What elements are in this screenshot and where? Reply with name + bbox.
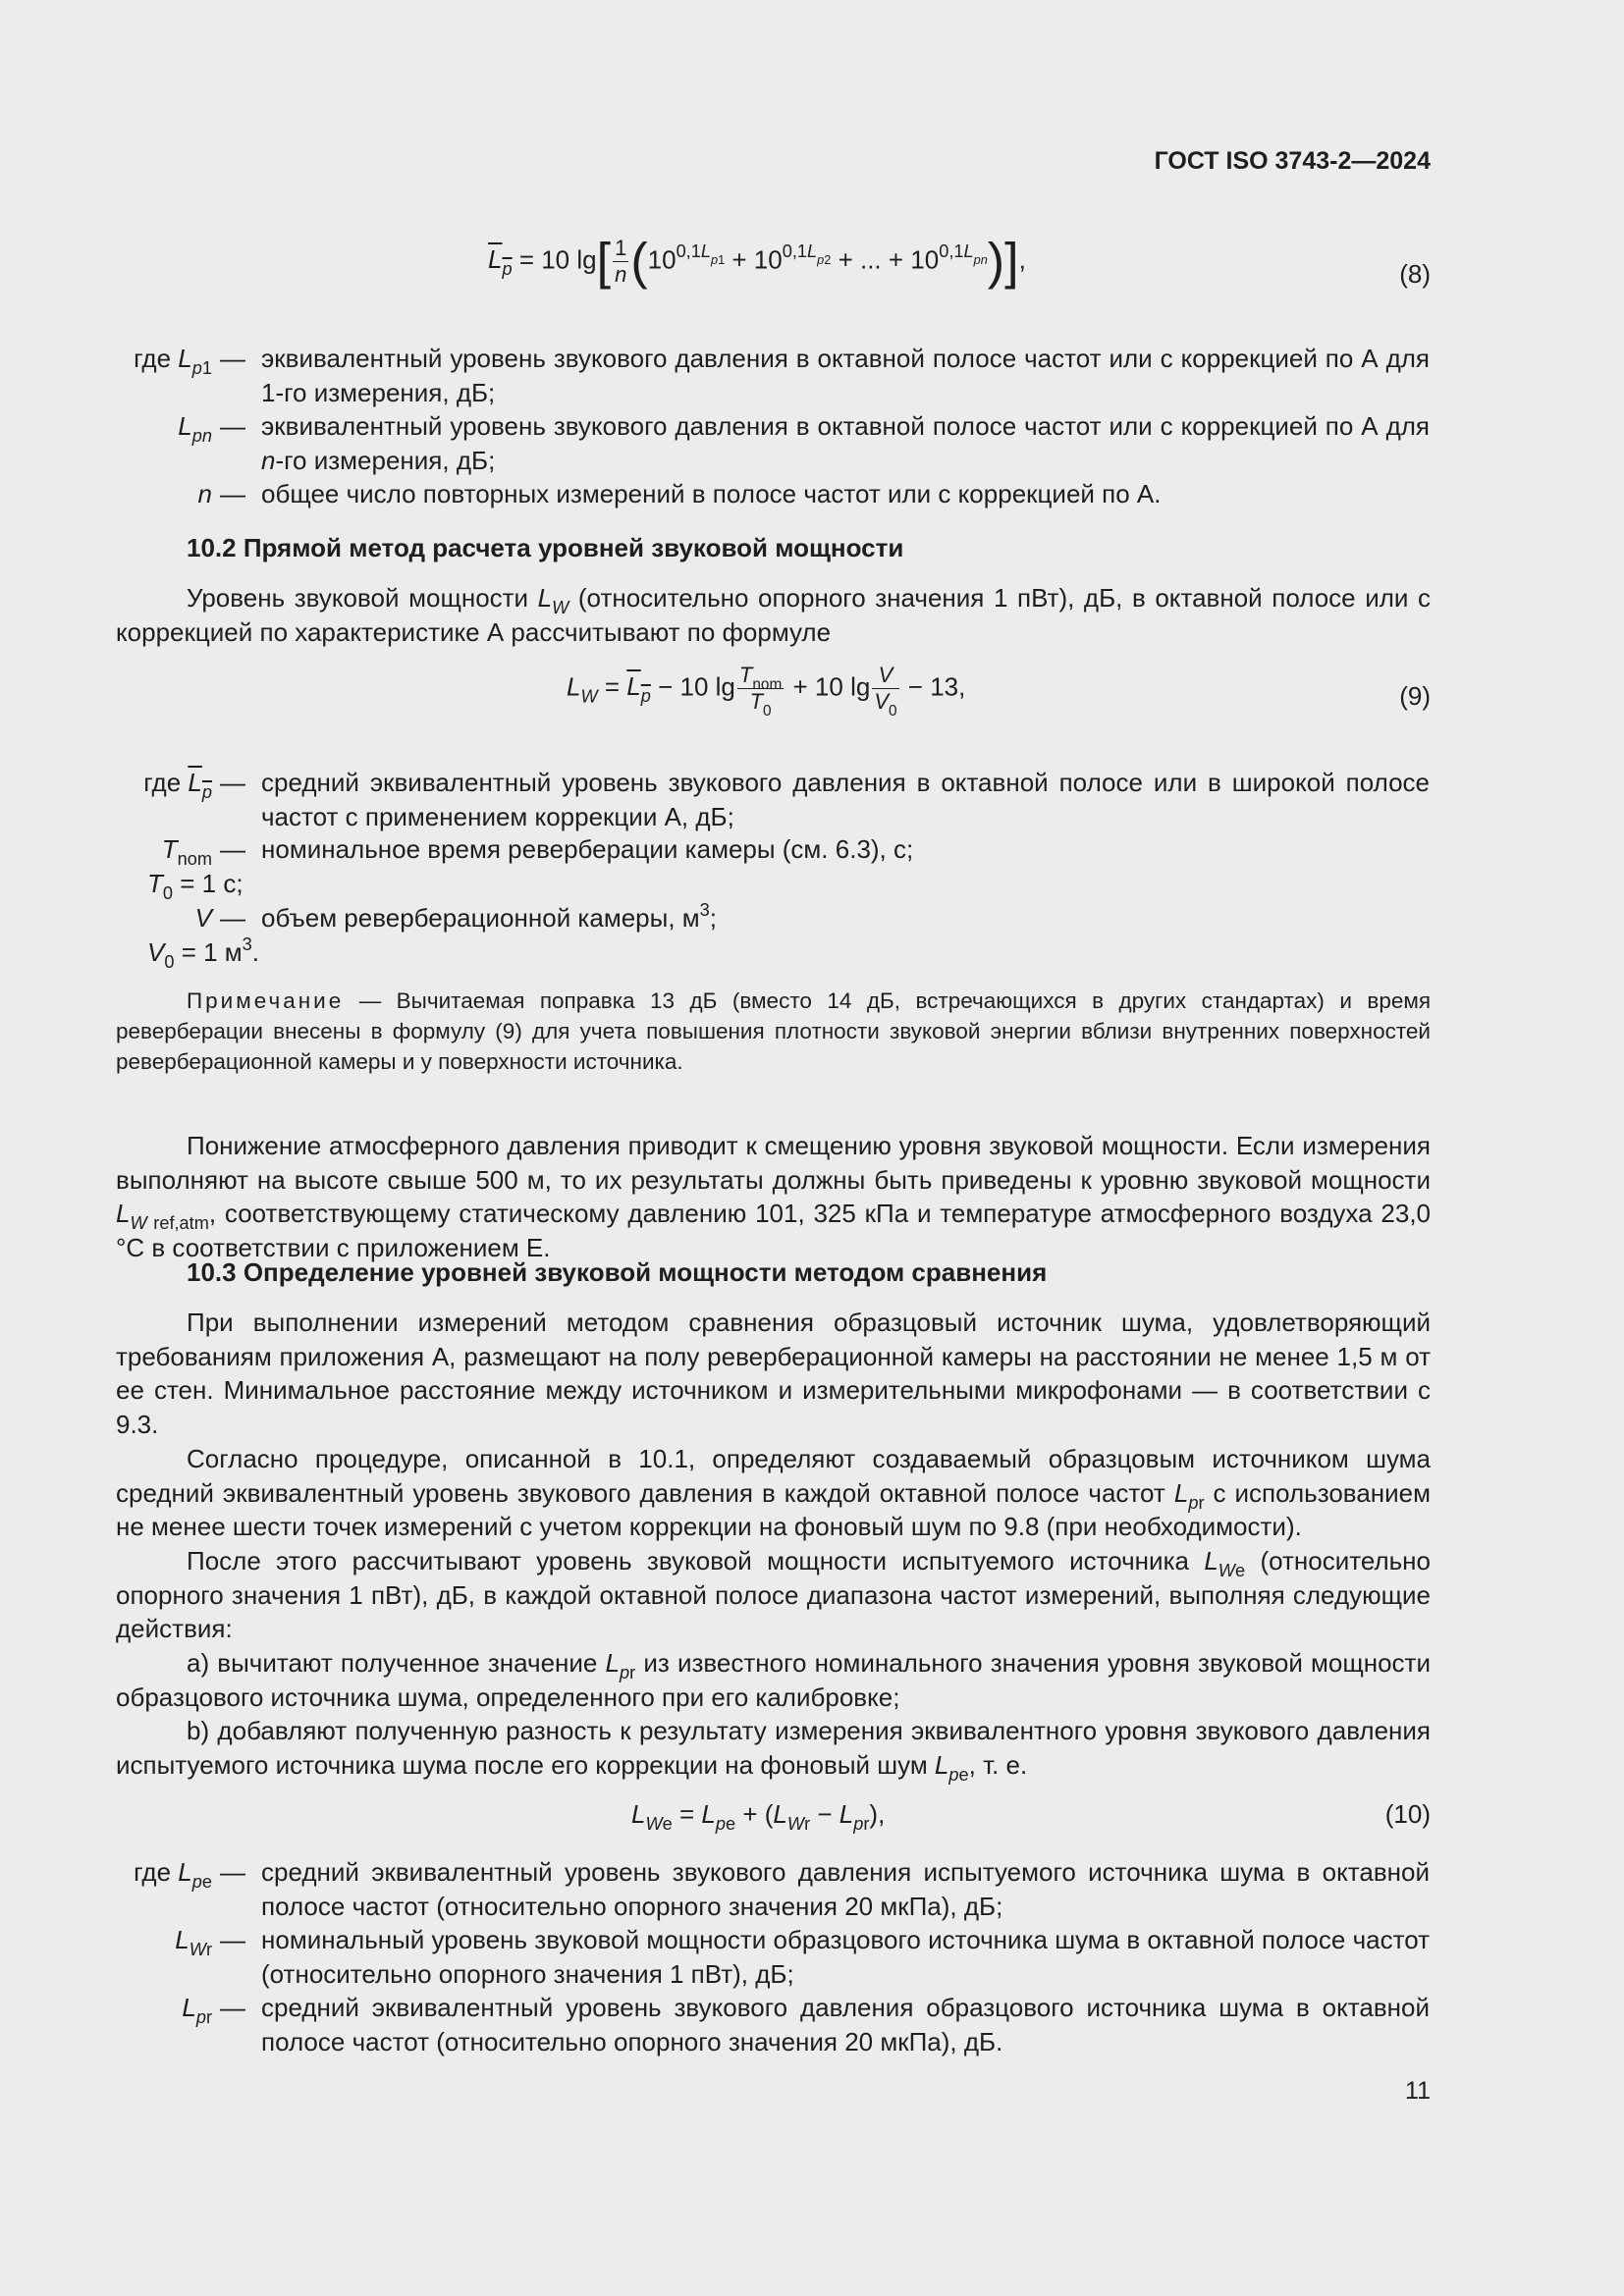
paragraph-atmospheric: Понижение атмосферного давления приводит к смещению уровня звуковой мощности. Если измерения выполняют на высоте свыше 500 м, то их результаты должны быть приведены к уровню звуковой мощности $L_{W ref,atm}$, соответствующему статическому давлению 101, 325 кПа и температуре атмосферного воздуха 23,0 °С в соответствии с приложением Е. (116, 1131, 1431, 1262)
equation-8-number: (8) (1399, 259, 1431, 289)
definition-t0: $T_0 = 1$ с; (147, 869, 244, 903)
list-item-a: a) вычитают полученное значение $L_{pr}$ из известного номинального значения уровня звуковой мощности образцового источника шума, определенного при его калибровке; (116, 1648, 1431, 1712)
equation-10: $L_{We} = L_{pe} + (L_{Wr} - L_{pr})$, (631, 1799, 886, 1834)
paragraph-10-3-2: Согласно процедуре, описанной в 10.1, определяют создаваемый образцовым источником шума средний эквивалентный уровень звукового давления в каждой октавной полосе частот $L_{pr}$ с использованием не менее шести точек измерений с учетом коррекции на фоновый шум по 9.8 (при необходимости). (116, 1444, 1431, 1541)
equation-9-number: (9) (1399, 681, 1431, 711)
paragraph-10-2: Уровень звуковой мощности $L_W$ (относительно опорного значения 1 пВт), дБ, в октавной полосе или с коррекцией по характеристике А рассчитывают по формуле (116, 583, 1432, 647)
document-page: ГОСТ ISO 3743-2—2024 $L_p = 10$ lg[ $\frac{1}{n}$ ($10^{0,1L_{p1}} + 10^{0,1L_{p2}}$ + ... + $10^{0,1L_{pn}}$)], (8) где $L_{p1}$ — эквивалентный уровень звукового давления в октавной полосе частот или с коррекцией по А для 1-го измерения, дБ; $L_{pn}$ — эквивалентный уровень звукового давления в октавной полосе частот или с коррекцией по А для n-го измерения, дБ; n — общее число повторных измерений в полосе частот или с коррекцией по А. 10.2 Прямой метод расчета уровней звуковой мощности Уровень звуковой мощности $L_W$ (относительно опорного значения 1 пВт), дБ, в октавной полосе или с коррекцией по характеристике А рассчитывают по формуле $L_W = L_p - 10$ lg $\frac{T_{nom}}{T_0}$ + 10 lg $\frac{V}{V_0}$ − 13, (9) где $L_p$ — средний эквивалентный уровень звукового давления в октавной полосе или в широкой полосе частот с применением коррекции А, дБ; $T_{nom}$ — номинальное время реверберации камеры (см. 6.3), с; $T_0 = 1$ с; V — объем реверберационной камеры, $м^3$; $V_0 = 1$ $м^3$. Примечание — Вычитаемая поправка 13 дБ (вместо 14 дБ, встречающихся в других стандартах) и время реверберации внесены в формулу (9) для учета повышения плотности звуковой энергии вблизи внутренних поверхностей реверберационной камеры и у поверхности источника. Понижение атмосферного давления приводит к смещению уровня звуковой мощности. Если измерения выполняют на высоте свыше 500 м, то их результаты должны быть приведены к уровню звуковой мощности $L_{W ref,atm}$, соответствующему статическому давлению 101, 325 кПа и температуре атмосферного воздуха 23,0 °С в соответствии с приложением Е. 10.3 Определение уровней звуковой мощности методом сравнения При выполнении измерений методом сравнения образцовый источник шума, удовлетворяющий требованиям приложения А, размещают на полу реверберационной камеры на расстоянии не менее 1,5 м от ее стен. Минимальное расстояние между источником и измерительными микрофонами — в соответствии с 9.3. Согласно процедуре, описанной в 10.1, определяют создаваемый образцовым источником шума средний эквивалентный уровень звукового давления в каждой октавной полосе частот $L_{pr}$ с использованием не менее шести точек измерений с учетом коррекции на фоновый шум по 9.8 (при необходимости). После этого рассчитывают уровень звуковой мощности испытуемого источника $L_{We}$ (относительно опорного значения 1 пВт), дБ, в каждой октавной полосе диапазона частот измерений, выполняя следующие действия: a) вычитают полученное значение $L_{pr}$ из известного номинального значения уровня звуковой мощности образцового источника шума, определенного при его калибровке; b) добавляют полученную разность к результату измерения эквивалентного уровня звукового давления испытуемого источника шума после его коррекции на фоновый шум $L_{pe}$, т. е. $L_{We} = L_{pe} + (L_{Wr} - L_{pr})$, (10) где $L_{pe}$ — средний эквивалентный уровень звукового давления испытуемого источника шума в октавной полосе частот (относительно опорного значения 20 мкПа), дБ; $L_{Wr}$ — номинальный уровень звуковой мощности образцового источника шума в октавной полосе частот (относительно опорного значения 1 пВт), дБ; $L_{pr}$ — средний эквивалентный уровень звукового давления образцового источника шума в октавной полосе частот (относительно опорного значения 20 мкПа), дБ. 11 (116, 147, 1432, 2105)
paragraph-10-3-3: После этого рассчитывают уровень звуковой мощности испытуемого источника $L_{We}$ (относительно опорного значения 1 пВт), дБ, в каждой октавной полосе диапазона частот измерений, выполняя следующие действия: (116, 1546, 1431, 1643)
section-10-2-heading: 10.2 Прямой метод расчета уровней звуковой мощности (187, 533, 904, 562)
section-10-3-heading: 10.3 Определение уровней звуковой мощности методом сравнения (187, 1257, 1048, 1287)
definition-v0: $V_0 = 1$ $м^3$. (147, 934, 260, 972)
document-header: ГОСТ ISO 3743-2—2024 (1154, 147, 1431, 175)
equation-8: $L_p = 10$ lg[ $\frac{1}{n}$ ($10^{0,1L_{p1}} + 10^{0,1L_{p2}}$ + ... + $10^{0,1L_{pn}}$)], (488, 233, 1026, 291)
list-item-b: b) добавляют полученную разность к результату измерения эквивалентного уровня звукового давления испытуемого источника шума после его коррекции на фоновый шум $L_{pe}$, т. е. (116, 1716, 1431, 1785)
equation-10-number: (10) (1384, 1799, 1431, 1829)
equation-9: $L_W = L_p - 10$ lg $\frac{T_{nom}}{T_0}$ + 10 lg $\frac{V}{V_0}$ − 13, (567, 663, 966, 720)
paragraph-10-3-1: При выполнении измерений методом сравнения образцовый источник шума, удовлетворяющий требованиям приложения А, размещают на полу реверберационной камеры на расстоянии не менее 1,5 м от ее стен. Минимальное расстояние между источником и измерительными микрофонами — в соответствии с 9.3. (116, 1308, 1431, 1439)
page-number: 11 (1405, 2077, 1431, 2105)
note: Примечание — Вычитаемая поправка 13 дБ (вместо 14 дБ, встречающихся в других стандартах) и время реверберации внесены в формулу (9) для учета повышения плотности звуковой энергии вблизи внутренних поверхностей реверберационной камеры и у поверхности источника. (116, 988, 1431, 1074)
